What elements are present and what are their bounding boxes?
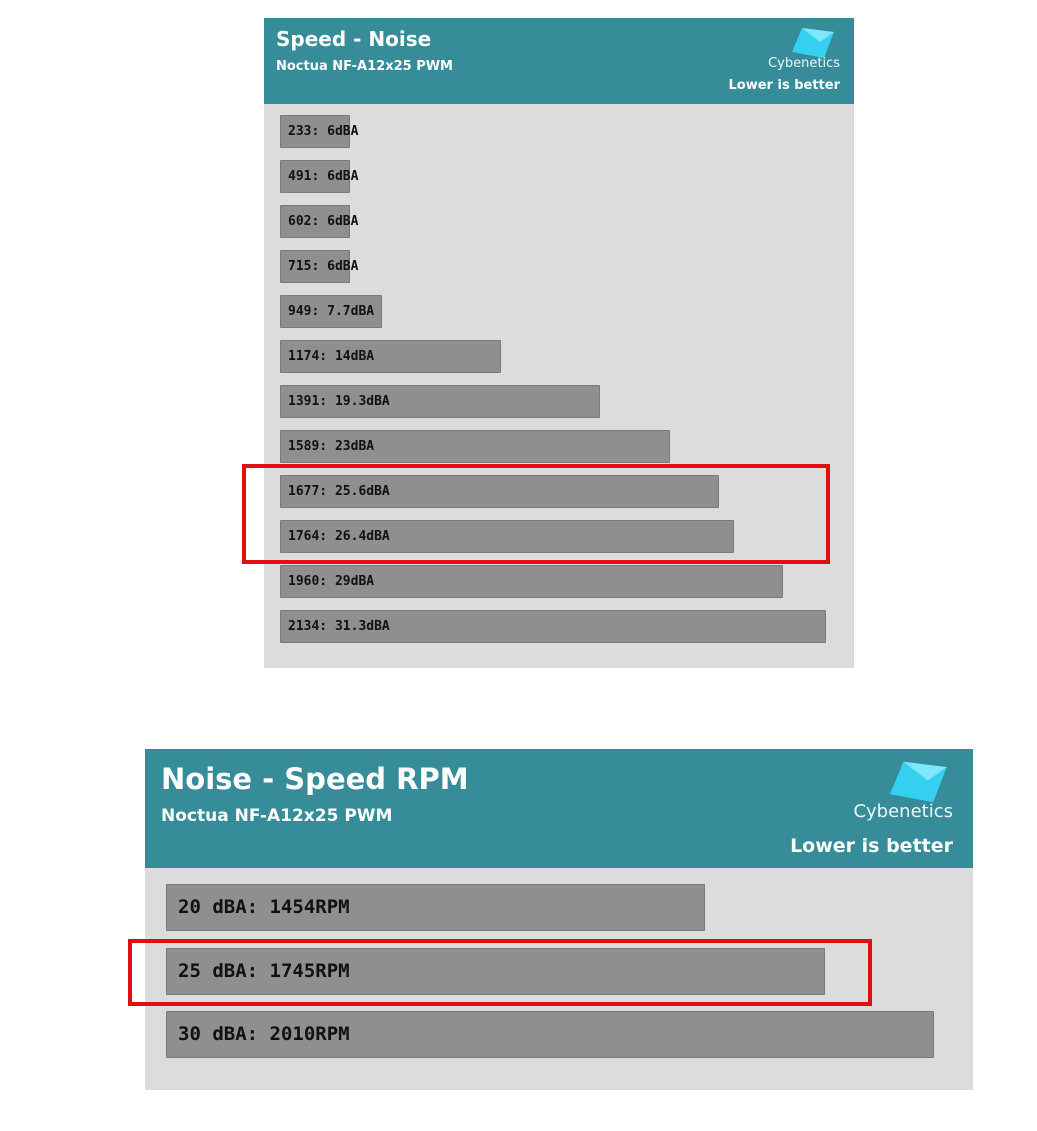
highlight-box — [128, 939, 872, 1006]
lower-is-better-note: Lower is better — [790, 835, 953, 857]
brand-name: Cybenetics — [768, 56, 840, 71]
bar-label: 491: 6dBA — [288, 169, 359, 184]
bar-label: 25 dBA: 1745RPM — [178, 959, 350, 982]
bar-label: 949: 7.7dBA — [288, 304, 375, 319]
chart-subtitle: Noctua NF-A12x25 PWM — [161, 806, 393, 826]
bar-label: 1677: 25.6dBA — [288, 484, 390, 499]
bar-label: 602: 6dBA — [288, 214, 359, 229]
highlight-box — [242, 464, 830, 564]
brand-name: Cybenetics — [853, 801, 953, 822]
brand-block — [700, 56, 840, 100]
bar-label: 1764: 26.4dBA — [288, 529, 390, 544]
bar-label: 2134: 31.3dBA — [288, 619, 390, 634]
chart-title: Noise - Speed RPM — [161, 762, 469, 796]
bar-label: 1174: 14dBA — [288, 349, 375, 364]
chart-header — [264, 18, 854, 104]
chart-title: Speed - Noise — [276, 27, 432, 51]
chart-subtitle: Noctua NF-A12x25 PWM — [276, 59, 453, 74]
bar-label: 1960: 29dBA — [288, 574, 375, 589]
speed-noise-chart — [264, 18, 854, 668]
brand-block — [753, 801, 953, 861]
bar-label: 1391: 19.3dBA — [288, 394, 390, 409]
cybenetics-logo-icon — [790, 26, 834, 60]
lower-is-better-note: Lower is better — [728, 78, 840, 93]
plot-area — [264, 104, 854, 668]
plot-area — [145, 868, 973, 1090]
bar-label: 715: 6dBA — [288, 259, 359, 274]
chart-header — [145, 749, 973, 868]
cybenetics-logo-icon — [887, 759, 947, 805]
bar-label: 30 dBA: 2010RPM — [178, 1023, 350, 1045]
bar-label: 20 dBA: 1454RPM — [178, 896, 350, 918]
bar-label: 1589: 23dBA — [288, 439, 375, 454]
bar-label: 233: 6dBA — [288, 124, 359, 139]
noise-speed-chart — [145, 749, 973, 1090]
